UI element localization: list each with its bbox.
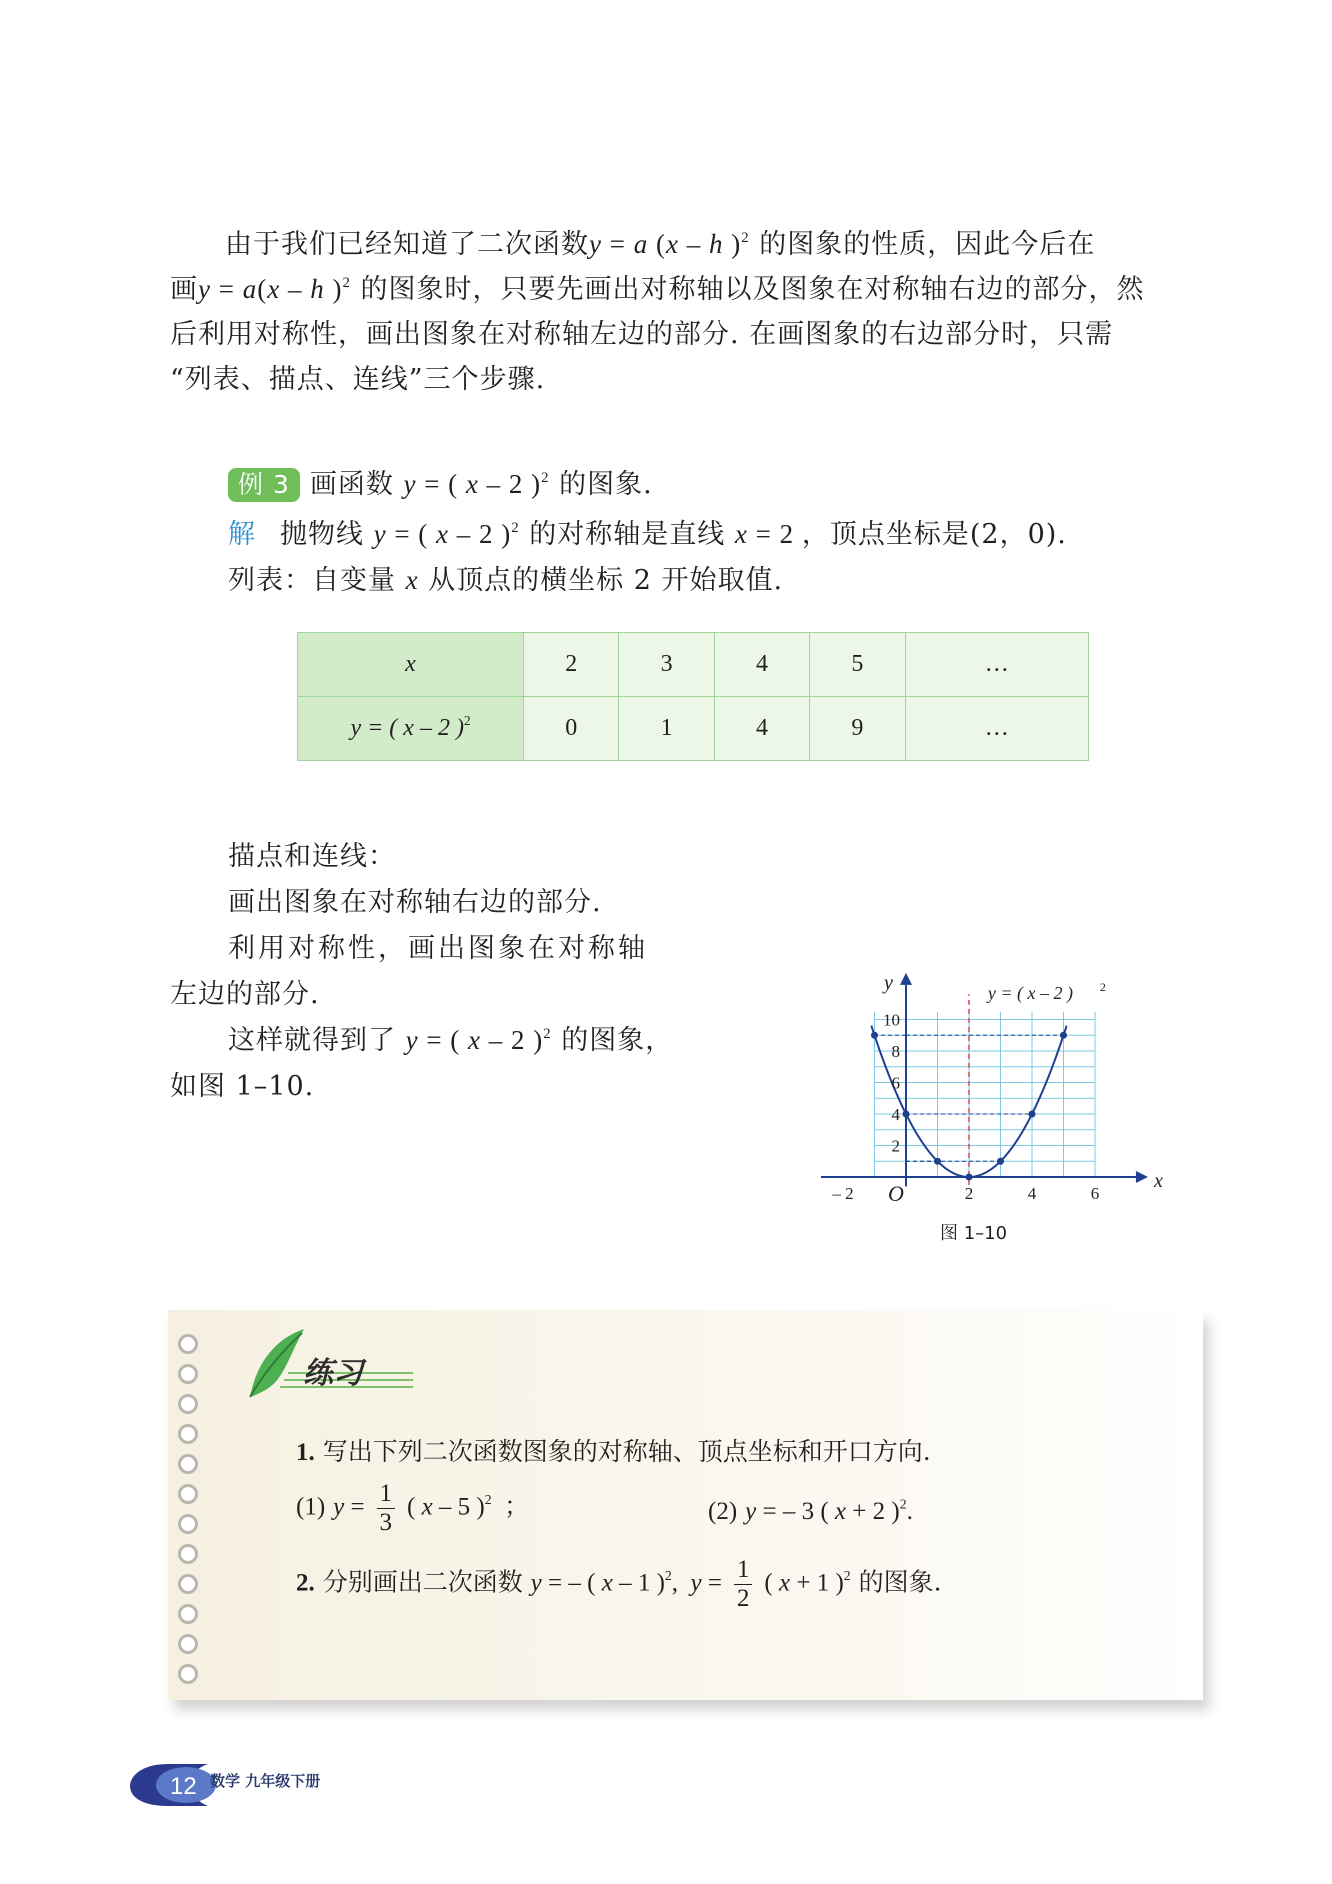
figure-caption: 图 1–10 <box>940 1223 1008 1244</box>
table-row-x <box>298 633 1089 697</box>
plot-text-3: 利用对称性，画出图象在对称轴 <box>228 933 648 964</box>
binder-ring-icon <box>178 1364 198 1384</box>
table-cell: 4 <box>714 633 809 697</box>
exercise-title: 练习 <box>303 1356 363 1391</box>
table-row-y <box>298 697 1089 761</box>
example-solution: 解 抛物线 y = ( x – 2 )$^2$ 的对称轴是直线 x = 2 ，顶点坐标是(2，0). <box>228 519 1067 550</box>
table-cell: 1 <box>619 697 714 761</box>
y-tick-label: 6 <box>891 1073 900 1093</box>
binder-ring-icon <box>178 1604 198 1624</box>
values-table <box>297 632 1089 761</box>
y-tick-label: 8 <box>891 1042 900 1061</box>
example-title: 例 3 画函数 y = ( x – 2 )$^2$ 的图象. <box>228 462 653 502</box>
x-tick-label: 2 <box>964 1184 974 1203</box>
table-cell: 9 <box>810 697 905 761</box>
y-axis-arrow-icon <box>900 973 912 985</box>
plot-text-1: 描点和连线： <box>228 841 396 872</box>
binder-ring-icon <box>178 1454 198 1474</box>
binder-ring-icon <box>178 1394 198 1414</box>
table-cell: 3 <box>619 633 714 697</box>
binder-ring-icon <box>178 1514 198 1534</box>
binder-ring-icon <box>178 1664 198 1684</box>
exercise-q2: 2. 分别画出二次函数 y = – ( x – 1 )$^2$, y = $\frac{1}{2}$ ( x + 1 )$^2$ 的图象. <box>296 1556 942 1612</box>
plot-text-4: 左边的部分. <box>170 979 320 1010</box>
table-cell: 2 <box>524 633 619 697</box>
table-intro: 列表：自变量 x 从顶点的横坐标 2 开始取值. <box>228 565 784 596</box>
table-cell: 5 <box>810 633 905 697</box>
intro-line-1: 由于我们已经知道了二次函数y = a (x – h )$^2$ 的图象的性质，因此今后在 <box>225 229 1096 260</box>
y-axis-label: y <box>884 971 893 994</box>
exercise-q1: 1. 写出下列二次函数图象的对称轴、顶点坐标和开口方向. <box>296 1437 931 1466</box>
binder-ring-icon <box>178 1484 198 1504</box>
table-cell: 0 <box>524 697 619 761</box>
book-title: 数学 九年级下册 <box>210 1772 321 1790</box>
y-tick-label: 2 <box>891 1136 900 1156</box>
data-point <box>1060 1032 1067 1039</box>
binder-ring-icon <box>178 1544 198 1564</box>
exercise-q1-2: (2) y = – 3 ( x + 2 )$^2$. <box>708 1496 913 1525</box>
data-point <box>997 1158 1004 1165</box>
table-header-x: x <box>298 633 524 697</box>
y-tick-label: 10 <box>883 1010 900 1030</box>
intro-line-3: 后利用对称性，画出图象在对称轴左边的部分. 在画图象的右边部分时，只需 <box>170 319 1114 350</box>
example-badge: 例 3 <box>228 468 300 502</box>
binder-ring-icon <box>178 1424 198 1444</box>
table-header-y: y = ( x – 2 )$^2$ <box>298 697 524 761</box>
data-point <box>871 1032 878 1039</box>
x-tick-label: 6 <box>1090 1184 1100 1203</box>
binder-ring-icon <box>178 1634 198 1654</box>
function-label: y = ( x – 2 ) <box>987 983 1074 1004</box>
exercise-q1-1: (1) y = $\frac{1}{3}$ ( x – 5 )$^2$ ； <box>296 1480 530 1536</box>
origin-label: O <box>888 1181 904 1206</box>
parabola-chart <box>810 790 1163 1210</box>
fraction-one-third: $\frac{1}{3}$ <box>377 1480 396 1536</box>
intro-line-2: 画y = a(x – h )$^2$ 的图象时，只要先画出对称轴以及图象在对称轴右边的部分，然 <box>170 274 1145 305</box>
intro-paragraph <box>170 222 1194 402</box>
plot-text-6: 如图 1–10. <box>170 1071 315 1102</box>
intro-line-4: “列表、描点、连线”三个步骤. <box>170 364 546 395</box>
data-point <box>1029 1111 1036 1118</box>
page-number: 12 <box>170 1773 197 1800</box>
plot-text-5: 这样就得到了 y = ( x – 2 )$^2$ 的图象， <box>228 1025 674 1056</box>
x-axis-label: x <box>1153 1170 1163 1192</box>
table-cell: 4 <box>714 697 809 761</box>
y-tick-label: 4 <box>891 1105 900 1124</box>
plot-text-2: 画出图象在对称轴右边的部分. <box>228 887 602 918</box>
x-axis-arrow-icon <box>1136 1171 1148 1183</box>
binder-ring-icon <box>178 1574 198 1594</box>
function-label-exponent: 2 <box>1099 980 1106 995</box>
x-tick-label: 4 <box>1027 1184 1037 1203</box>
solution-mark: 解 <box>228 519 256 550</box>
fraction-one-half: $\frac{1}{2}$ <box>734 1556 753 1612</box>
data-point <box>934 1158 941 1165</box>
table-cell: … <box>905 697 1089 761</box>
x-tick-label: – 2 <box>832 1184 854 1203</box>
binder-ring-icon <box>178 1334 198 1354</box>
table-cell: … <box>905 633 1089 697</box>
